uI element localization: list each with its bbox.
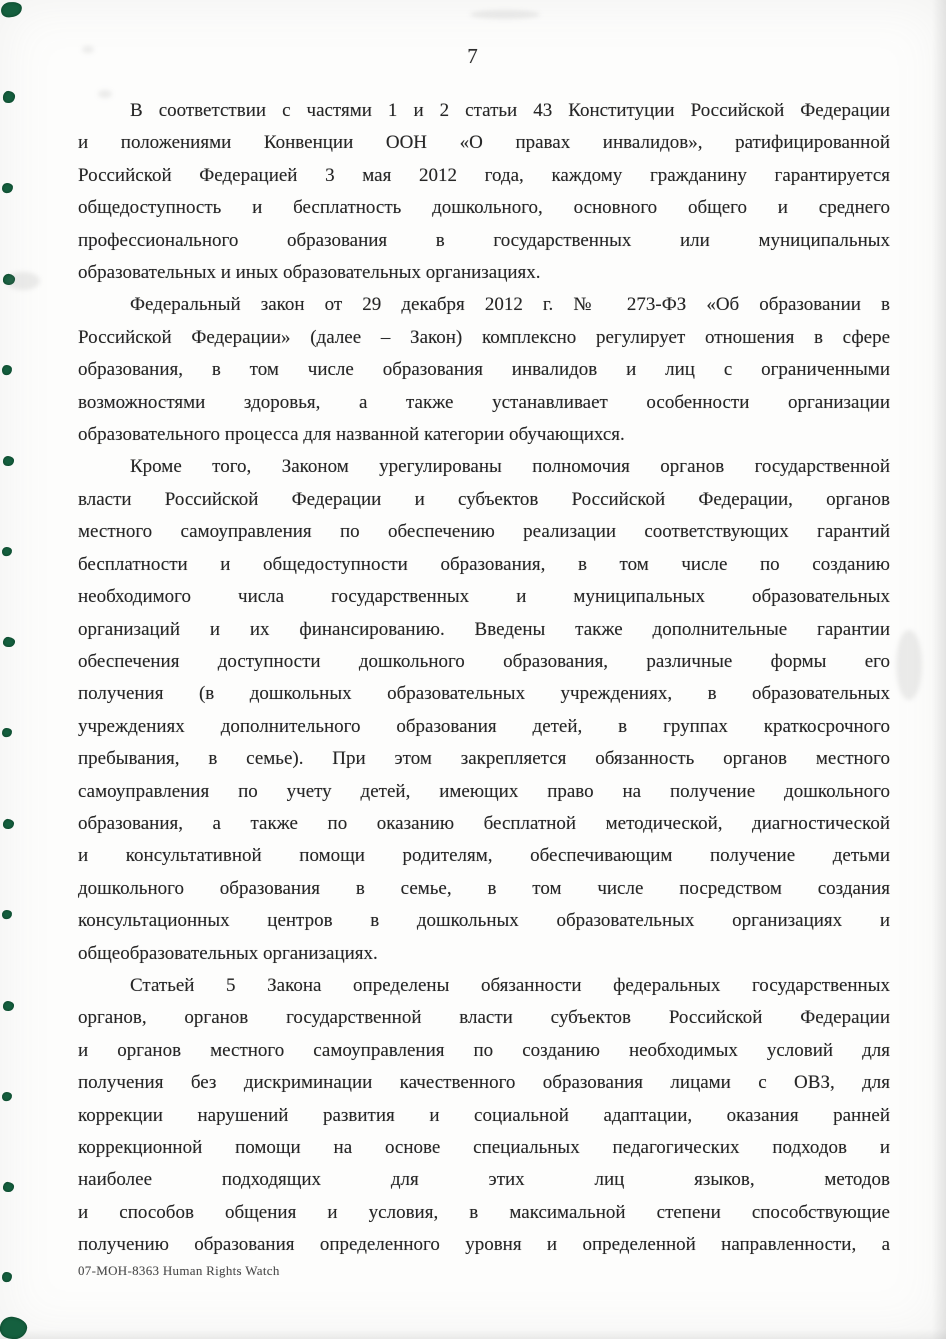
scan-smudge	[896, 630, 922, 700]
green-edge-mark	[3, 456, 15, 467]
text-line: Статьей 5 Закона определены обязанности федеральных государственных	[130, 974, 890, 996]
text-line: получения без дискриминации качественного образования лицами с ОВЗ, для	[78, 1072, 890, 1094]
green-edge-mark	[2, 1092, 13, 1102]
text-line: местного самоуправления по обеспечению реализации соответствующих гарантий	[78, 521, 890, 543]
text-line: образования, а также по оказанию бесплатной методической, диагностической	[78, 812, 890, 834]
paragraph	[78, 451, 890, 970]
text-line: обеспечения доступности дошкольного образования, различные формы его	[78, 650, 890, 672]
text-line: и органов местного самоуправления по созданию необходимых условий для	[78, 1039, 890, 1061]
green-edge-mark	[2, 183, 14, 194]
text-line: Российской Федерацией 3 мая 2012 года, каждому гражданину гарантируется	[78, 164, 890, 186]
green-edge-mark	[2, 910, 13, 920]
green-edge-mark	[2, 365, 13, 376]
text-line: образовательных и иных образовательных организациях.	[78, 262, 541, 284]
green-edge-mark	[3, 636, 16, 647]
green-edge-mark	[3, 1181, 15, 1192]
text-line: профессионального образования в государственных или муниципальных	[78, 229, 890, 251]
green-edge-mark	[2, 547, 13, 557]
text-line: В соответствии с частями 1 и 2 статьи 43 Конституции Российской Федерации	[130, 100, 890, 121]
text-line: образовательного процесса для названной категории обучающихся.	[78, 424, 625, 446]
text-line: общедоступность и бесплатность дошкольного, основного общего и среднего	[78, 197, 890, 219]
green-edge-mark	[3, 1001, 15, 1012]
text-line: самоуправления по учету детей, имеющих право на получение дошкольного	[78, 780, 890, 802]
text-line: Кроме того, Законом урегулированы полномочия органов государственной	[130, 456, 890, 478]
green-edge-mark	[2, 273, 15, 285]
text-line: необходимого числа государственных и муниципальных образовательных	[78, 586, 890, 608]
text-line: власти Российской Федерации и субъектов Российской Федерации, органов	[78, 488, 890, 510]
text-line: и способов общения и условия, в максимальной степени способствующие	[78, 1201, 890, 1223]
scan-smudge	[470, 10, 540, 19]
scan-smudge	[6, 272, 40, 290]
document-body-text	[78, 95, 890, 1262]
text-line: наиболее подходящих для этих лиц языков, методов	[78, 1169, 890, 1191]
text-line: организаций и их финансированию. Введены также дополнительные гарантии	[78, 618, 890, 640]
text-line: возможностями здоровья, а также устанавливает особенности организации	[78, 391, 890, 413]
text-line: и консультативной помощи родителям, обеспечивающим получение детьми	[78, 845, 890, 867]
text-line: учреждениях дополнительного образования детей, в группах краткосрочного	[78, 715, 890, 737]
text-line: органов, органов государственной власти субъектов Российской Федерации	[78, 1007, 890, 1029]
green-edge-mark	[0, 1, 23, 19]
green-edge-mark	[2, 90, 15, 103]
green-edge-mark	[3, 819, 15, 830]
text-line: образования, в том числе образования инвалидов и лиц с ограниченными	[78, 359, 890, 381]
text-line: коррекционной помощи на основе специальных педагогических подходов и	[78, 1137, 890, 1158]
page-number: 7	[467, 44, 479, 68]
text-line: коррекции нарушений развития и социальной адаптации, оказания ранней	[78, 1104, 890, 1126]
text-line: бесплатности и общедоступности образования, в том числе по созданию	[78, 553, 890, 575]
bates-stamp-footer: 07-MOH-8363 Human Rights Watch	[78, 1263, 280, 1278]
green-edge-mark	[2, 1272, 13, 1283]
paragraph	[78, 970, 890, 1262]
paragraph	[78, 289, 890, 451]
text-line: получению образования определенного уровня и определенной направленности, а	[78, 1234, 890, 1256]
text-line: дошкольного образования в семье, в том числе посредством создания	[78, 877, 890, 899]
text-line: получения (в дошкольных образовательных учреждениях, в образовательных	[78, 683, 890, 705]
text-line: и положениями Конвенции ООН «О правах инвалидов», ратифицированной	[78, 132, 890, 154]
text-line: Федеральный закон от 29 декабря 2012 г. № 273-ФЗ «Об образовании в	[130, 294, 890, 316]
text-line: общеобразовательных организациях.	[78, 942, 378, 964]
paragraph	[78, 95, 890, 289]
text-line: Российской Федерации» (далее – Закон) комплексно регулирует отношения в сфере	[78, 326, 890, 348]
green-edge-mark	[0, 1315, 28, 1339]
text-line: пребывания, в семье). При этом закрепляется обязанность органов местного	[78, 748, 890, 770]
text-line: консультационных центров в дошкольных образовательных организациях и	[78, 910, 890, 932]
green-edge-mark	[2, 728, 13, 738]
